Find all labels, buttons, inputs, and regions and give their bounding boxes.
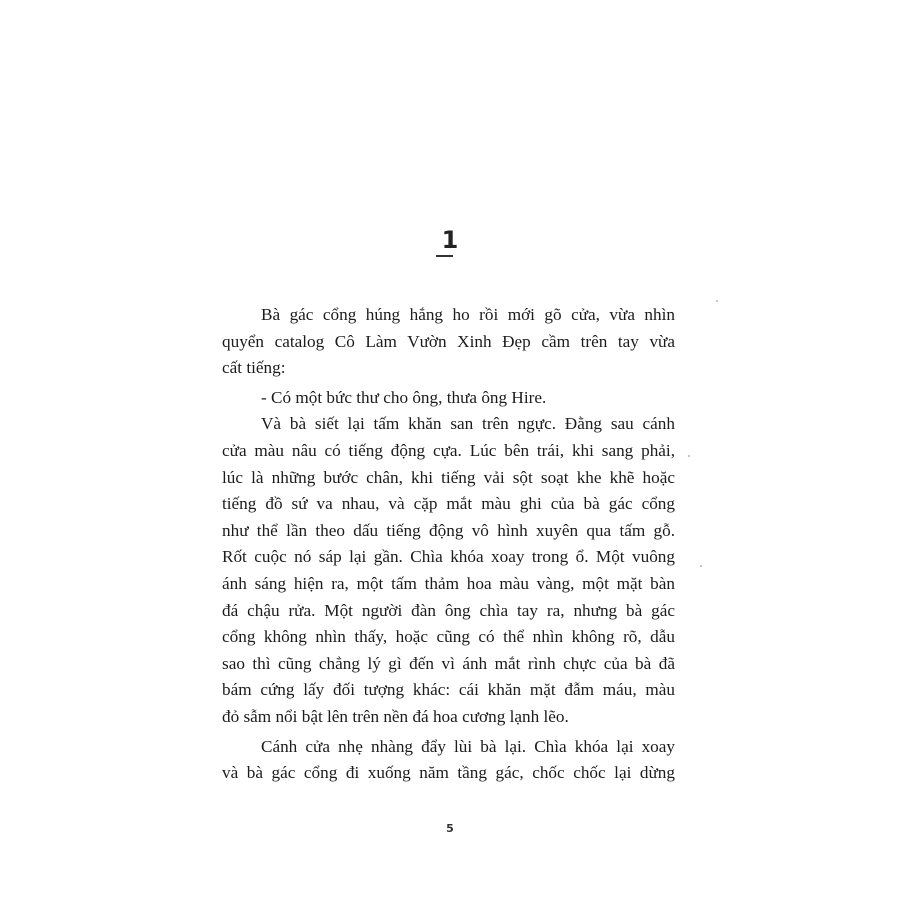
text-line: Bà gác cổng húng hắng ho rồi mới gõ cửa, vừa nhìn — [261, 305, 675, 324]
body-text — [222, 302, 675, 787]
text-line: đỏ sẫm nổi bật lên trên nền đá hoa cương lạnh lẽo. — [222, 706, 569, 726]
scan-speck — [688, 455, 690, 457]
text-line: Và bà siết lại tấm khăn san trên ngực. Đằng sau cánh — [261, 414, 675, 434]
page-number: 5 — [446, 822, 454, 835]
text-line: đá chậu rửa. Một người đàn ông chìa tay ra, nhưng bà gác — [222, 600, 675, 620]
text-line: sao thì cũng chẳng lý gì đến vì ánh mắt rình chực của bà đã — [222, 653, 675, 673]
scan-speck — [700, 565, 702, 567]
text-line: lúc là những bước chân, khi tiếng vải sột soạt khe khẽ hoặc — [222, 467, 675, 487]
text-line: quyển catalog Cô Làm Vườn Xinh Đẹp cầm trên tay vừa — [222, 331, 675, 351]
text-line: tiếng đồ sứ va nhau, và cặp mắt màu ghi của bà gác cổng — [222, 494, 675, 514]
text-line: - Có một bức thư cho ông, thưa ông Hire. — [261, 387, 547, 407]
text-line: Rốt cuộc nó sáp lại gần. Chìa khóa xoay trong ổ. Một vuông — [222, 547, 675, 567]
text-line: như thể lần theo dấu tiếng động vô hình xuyên qua tấm gỗ. — [222, 520, 675, 540]
chapter-underline — [436, 255, 453, 257]
text-line: bám cứng lấy đối tượng khác: cái khăn mặt đẫm máu, màu — [222, 680, 675, 700]
text-line: Cánh cửa nhẹ nhàng đẩy lùi bà lại. Chìa khóa lại xoay — [261, 736, 675, 756]
scan-speck — [716, 300, 718, 302]
text-line: ánh sáng hiện ra, một tấm thảm hoa màu vàng, một mặt bàn — [222, 573, 675, 593]
text-line: cửa màu nâu có tiếng động cựa. Lúc bên trái, khi sang phải, — [222, 440, 675, 460]
text-line: cổng không nhìn thấy, hoặc cũng có thể nhìn không rõ, dẫu — [222, 627, 675, 647]
text-line: và bà gác cổng đi xuống năm tầng gác, chốc chốc lại dừng — [222, 763, 675, 783]
text-line: cất tiếng: — [222, 358, 286, 378]
chapter-number: 1 — [441, 226, 459, 254]
